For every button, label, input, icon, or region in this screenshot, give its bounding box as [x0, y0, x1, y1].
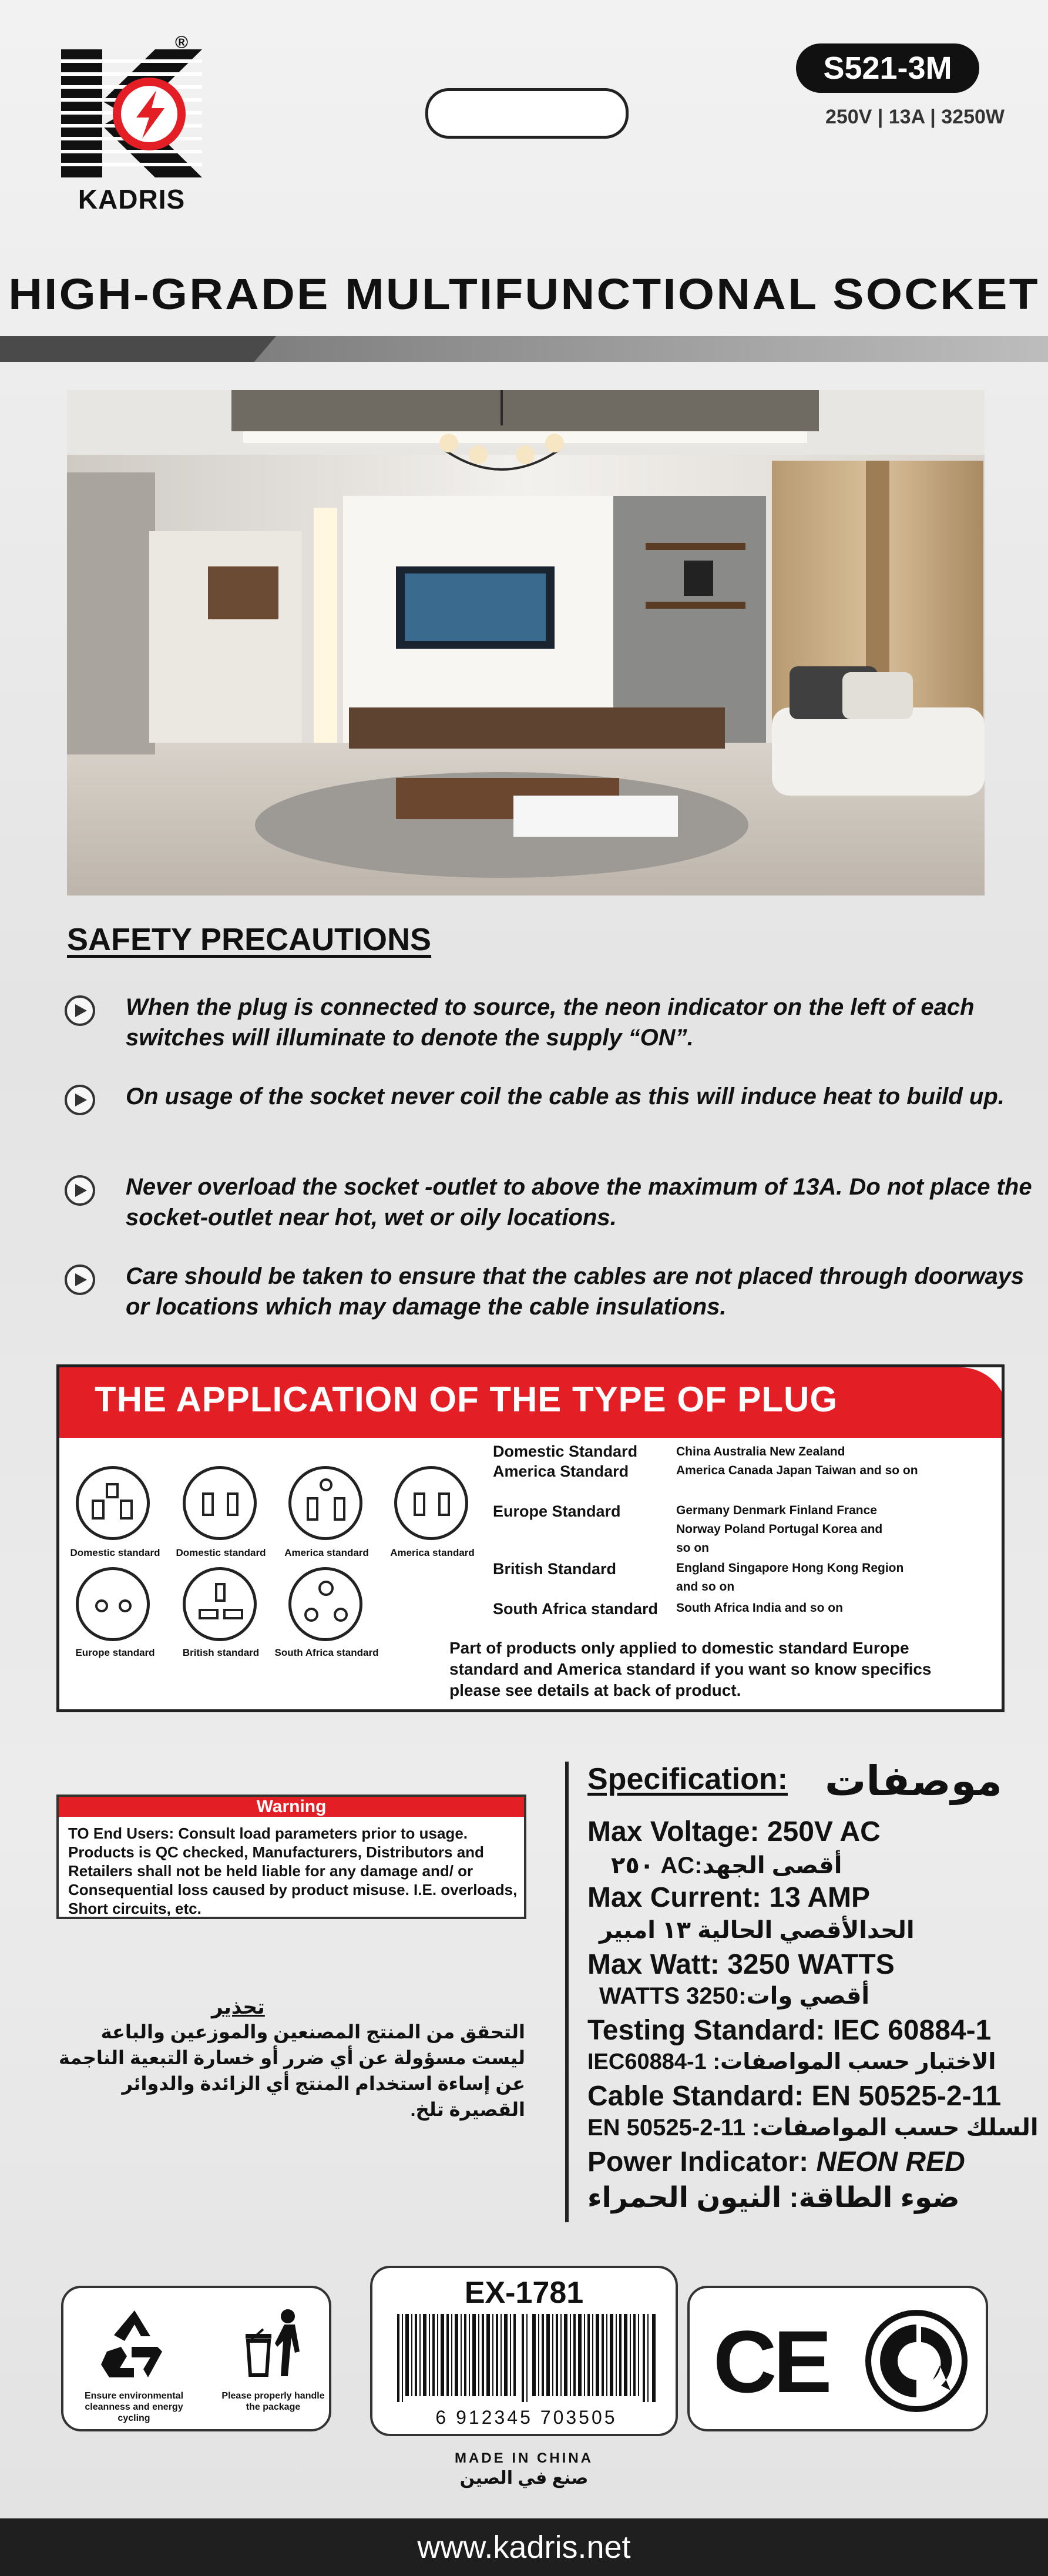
safety-item: [65, 992, 993, 1056]
green-dot-icon: [865, 2309, 968, 2413]
spec-line: [587, 2146, 965, 2178]
brand-name: KADRIS: [78, 184, 186, 214]
domestic-socket-icon: [76, 1466, 150, 1540]
spec-value: 250V AC: [767, 1816, 881, 1847]
arrow-circle-icon: [65, 1085, 95, 1115]
standard-countries: America Canada Japan Taiwan and so on: [676, 1464, 918, 1477]
europe-socket-icon: [76, 1567, 150, 1641]
plug-application-header: [59, 1367, 1005, 1438]
warning-text: TO End Users: Consult load parameters prior to usage. Products is QC checked, Manufacturers, Distributors and Retailers shall not be held liable for any damage and/ or Consequential loss caused by product misuse. I.E. overloads, Short circuits, etc.: [68, 1824, 518, 1917]
ce-mark: CE: [713, 2312, 829, 2411]
safety-item-text: Care should be taken to ensure that the cables are not placed through doorways or locations which may damage the cable insulations.: [126, 1263, 1025, 1320]
arrow-circle-icon: [65, 995, 95, 1026]
british-socket-icon: [183, 1567, 257, 1641]
barcode-icon: [397, 2314, 656, 2402]
spec-value: 3250 WATTS: [727, 1949, 895, 1980]
spec-line: [587, 2080, 1001, 2112]
spec-value: NEON RED: [816, 2146, 965, 2178]
spec-value: EN 50525-2-11: [811, 2081, 1002, 2112]
registered-mark: ®: [175, 33, 189, 52]
safety-item-text: On usage of the socket never coil the cable as this will induce heat to build up.: [126, 1084, 1005, 1109]
safety-heading: SAFETY PRECAUTIONS: [67, 922, 432, 957]
spec-arabic: ضوء الطاقة: النيون الحمراء: [587, 2182, 960, 2213]
spec-arabic: السلك حسب المواصفات: EN 50525-2-11: [587, 2115, 1039, 2141]
standard-name: America Standard: [493, 1463, 629, 1480]
made-in-arabic: صنع في الصين: [459, 2468, 589, 2488]
socket-label: Domestic standard: [70, 1547, 160, 1558]
arabic-warning-text: التحقق من المنتج المصنعين والموزعين والباعة ليست مسؤولة عن أي ضرر أو خسارة التبعية الناجمة عن إساءة استخدام المنتج أي الزائدة والدوائر القصيرة تلخ.: [58, 2021, 525, 2120]
barcode-box: [370, 2266, 678, 2436]
divider: [565, 1762, 569, 2222]
spec-label: Power Indicator:: [587, 2146, 809, 2178]
warning-heading: Warning: [59, 1797, 524, 1817]
socket-label: America standard: [284, 1547, 369, 1558]
socket-label: British standard: [182, 1647, 260, 1658]
standard-countries: England Singapore Hong Kong Region and so on: [676, 1561, 904, 1594]
spec-line: [587, 1881, 870, 1914]
standard-countries: China Australia New Zealand: [676, 1445, 845, 1458]
safety-item: [65, 1081, 1005, 1146]
spec-arabic: أقصي وات:3250 WATTS: [599, 1983, 870, 2009]
socket-label: Domestic standard: [176, 1547, 266, 1558]
website-link[interactable]: www.kadris.net: [417, 2530, 631, 2565]
spec-arabic: أقصى الجهد:AC ٢٥٠: [611, 1853, 842, 1879]
socket-label: America standard: [390, 1547, 475, 1558]
standard-countries: Germany Denmark Finland France Norway Poland Portugal Korea and so on: [676, 1504, 883, 1555]
america-socket-icon: [288, 1466, 362, 1540]
standard-name: South Africa standard: [493, 1600, 659, 1618]
south-africa-socket-icon: [288, 1567, 362, 1641]
warning-box: [56, 1795, 526, 1919]
spec-label: Testing Standard:: [587, 2015, 825, 2046]
spec-heading: Specification:: [587, 1762, 788, 1796]
standard-countries: South Africa India and so on: [676, 1601, 843, 1615]
page-title: HIGH-GRADE MULTIFUNCTIONAL SOCKET: [8, 270, 1040, 318]
ratings: 250V | 13A | 3250W: [825, 106, 1005, 128]
barcode-digits: 6 912345 703505: [435, 2407, 617, 2428]
bin-caption: Please properly handle the package: [221, 2391, 325, 2412]
arabic-warning-heading: تحذير: [211, 1996, 265, 2018]
spec-label: Cable Standard:: [587, 2081, 804, 2112]
trash-bin-icon: [234, 2306, 310, 2382]
spec-line: [587, 2014, 991, 2047]
america-socket-icon: [394, 1466, 468, 1540]
safety-item: [65, 1261, 1025, 1326]
spec-value: 13 AMP: [769, 1882, 870, 1913]
kadris-logo: [61, 49, 202, 177]
made-in: MADE IN CHINA: [455, 2450, 593, 2466]
recycle-caption: Ensure environmental cleanness and energy cycling: [84, 2391, 184, 2423]
spec-label: Max Current:: [587, 1882, 762, 1913]
domestic-socket-icon: [183, 1466, 257, 1540]
living-room-photo: [67, 390, 985, 895]
title-band-dark: [0, 336, 276, 362]
spec-value: IEC 60884-1: [832, 2015, 992, 2046]
model-badge: S521-3M: [796, 43, 979, 93]
plug-application-box: [56, 1364, 1005, 1712]
spec-heading-arabic: موصفات: [825, 1758, 1002, 1804]
plug-application-heading: THE APPLICATION OF THE TYPE OF PLUG: [95, 1380, 838, 1419]
spec-arabic: الحدالأقصي الحالية ١٣ امبير: [599, 1917, 915, 1943]
spec-label: Max Watt:: [587, 1949, 720, 1980]
recycle-icon: [96, 2306, 173, 2382]
standard-name: British Standard: [493, 1560, 617, 1578]
certification-box: [687, 2286, 988, 2431]
footer-bar: [0, 2518, 1048, 2576]
eco-icons-box: [61, 2286, 331, 2431]
ex-number: EX-1781: [464, 2276, 584, 2310]
spec-line: [587, 1948, 895, 1981]
arrow-circle-icon: [65, 1175, 95, 1206]
application-note: Part of products only applied to domestic standard Europe standard and America standard if you want so know specifics please see details at back of product.: [449, 1639, 932, 1699]
standard-name: Domestic Standard: [493, 1443, 638, 1460]
standard-name: Europe Standard: [493, 1502, 621, 1520]
hang-slot: [425, 88, 629, 139]
arrow-circle-icon: [65, 1264, 95, 1295]
socket-label: Europe standard: [75, 1647, 155, 1658]
spec-line: [587, 1816, 881, 1848]
safety-item-text: When the plug is connected to source, the neon indicator on the left of each switches will illuminate to denote the supply “ON”.: [126, 994, 975, 1051]
spec-label: Max Voltage:: [587, 1816, 760, 1847]
safety-item: [65, 1172, 1032, 1236]
socket-label: South Africa standard: [274, 1647, 379, 1658]
safety-item-text: Never overload the socket -outlet to above the maximum of 13A. Do not place the socket-outlet near hot, wet or oily locations.: [126, 1174, 1032, 1230]
spec-arabic: الاختبار حسب المواصفات: IEC60884-1: [587, 2050, 996, 2074]
